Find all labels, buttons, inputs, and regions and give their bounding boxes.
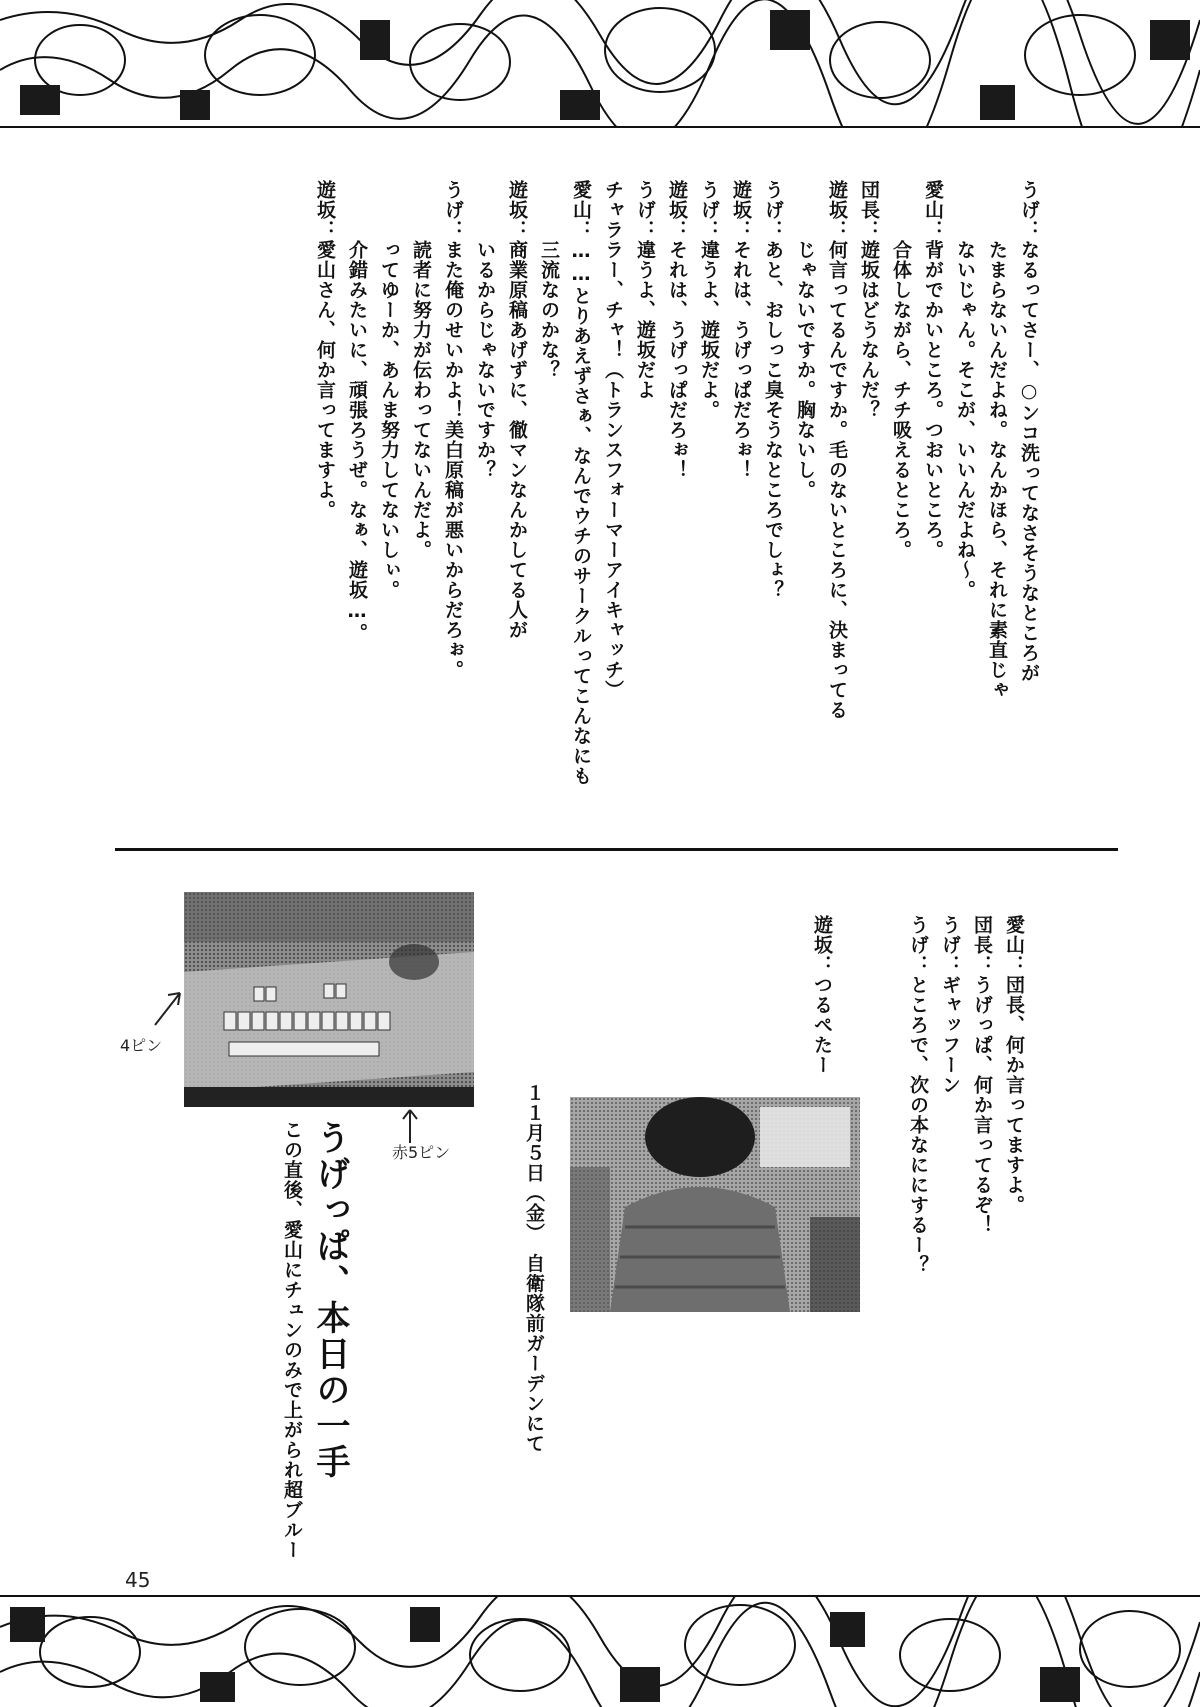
headline-caption: うげっぱ、本日の一手 bbox=[310, 1120, 350, 1480]
floral-border-bottom bbox=[0, 1595, 1200, 1707]
dialogue-upper bbox=[309, 180, 1045, 786]
dialogue-line: うげ：違うよ、遊坂だよ bbox=[634, 180, 656, 400]
floral-border-top bbox=[0, 0, 1200, 128]
dialogue-line: 愛山：……とりあえずさぁ、なんでウチのサークルってこんなにも bbox=[570, 180, 592, 786]
dialogue-line: 遊坂：つるぺたー bbox=[811, 915, 833, 1075]
dialogue-line: うげ：また俺のせいかよ！美白原稿が悪いからだろぉ。 bbox=[442, 180, 464, 680]
dialogue-line: うげ：違うよ、遊坂だよ。 bbox=[698, 180, 720, 420]
note-four-pin: 4ピン bbox=[120, 1036, 163, 1055]
note-red-five-pin: 赤5ピン bbox=[392, 1143, 451, 1162]
dialogue-line: 団長：うげっぱ、何か言ってるぞ！ bbox=[971, 915, 993, 1235]
dialogue-line: ってゆーか、あんま努力してないしぃ。 bbox=[378, 180, 400, 600]
arrow-icon bbox=[150, 985, 190, 1030]
sub-caption: この直後、愛山にチュンのみで上がられ超ブルー bbox=[281, 1120, 303, 1560]
dialogue-line: うげ：なるってさー、○ンコ洗ってなさそうなところが bbox=[1018, 180, 1040, 683]
dialogue-line: チャララー、チャ！（トランスフォーマーアイキャッチ） bbox=[602, 180, 624, 700]
dialogue-line: 団長：遊坂はどうなんだ？ bbox=[858, 180, 880, 420]
dialogue-line: 遊坂：それは、うげっぱだろぉ！ bbox=[730, 180, 752, 480]
dialogue-line: 愛山：背がでかいところ。つおいところ。 bbox=[922, 180, 944, 560]
dialogue-line: うげ：ところで、次の本なににするー？ bbox=[907, 915, 929, 1275]
dialogue-line: 愛山：団長、何か言ってますよ。 bbox=[1003, 915, 1025, 1215]
section-divider bbox=[115, 848, 1118, 851]
dialogue-line: 遊坂：それは、うげっぱだろぉ！ bbox=[666, 180, 688, 480]
mahjong-table-photo bbox=[184, 892, 474, 1107]
dialogue-line: ないじゃん。そこが、いいんだよね〜。 bbox=[954, 180, 976, 600]
dialogue-line: 介錯みたいに、頑張ろうぜ。なぁ、遊坂…。 bbox=[346, 180, 368, 643]
dialogue-line: いるからじゃないですか？ bbox=[474, 180, 496, 480]
arrow-icon bbox=[395, 1105, 425, 1145]
date-location-caption: １１月５日（金） 自衛隊前ガーデンにて bbox=[523, 1083, 545, 1454]
garden-photo bbox=[570, 1097, 860, 1312]
dialogue-line: 三流なのかな？ bbox=[538, 180, 560, 380]
dialogue-line: 読者に努力が伝わってないんだよ。 bbox=[410, 180, 432, 560]
dialogue-line: うげ：あと、おしっこ臭そうなところでしょ？ bbox=[762, 180, 784, 600]
dialogue-line: 遊坂：何言ってるんですか。毛のないところに、決まってる bbox=[826, 180, 848, 720]
dialogue-line: じゃないですか。胸ないし。 bbox=[794, 180, 816, 500]
dialogue-line: うげ：ギャッフーン bbox=[939, 915, 961, 1095]
page-number: 45 bbox=[125, 1568, 151, 1592]
dialogue-line: 遊坂：愛山さん、何か言ってますよ。 bbox=[314, 180, 336, 520]
dialogue-line: たまらないんだよね。なんかほら、それに素直じゃ bbox=[986, 180, 1008, 700]
dialogue-line: 遊坂：商業原稿あげずに、徹マンなんかしてる人が bbox=[506, 180, 528, 640]
dialogue-line: 合体しながら、チチ吸えるところ。 bbox=[890, 180, 912, 560]
